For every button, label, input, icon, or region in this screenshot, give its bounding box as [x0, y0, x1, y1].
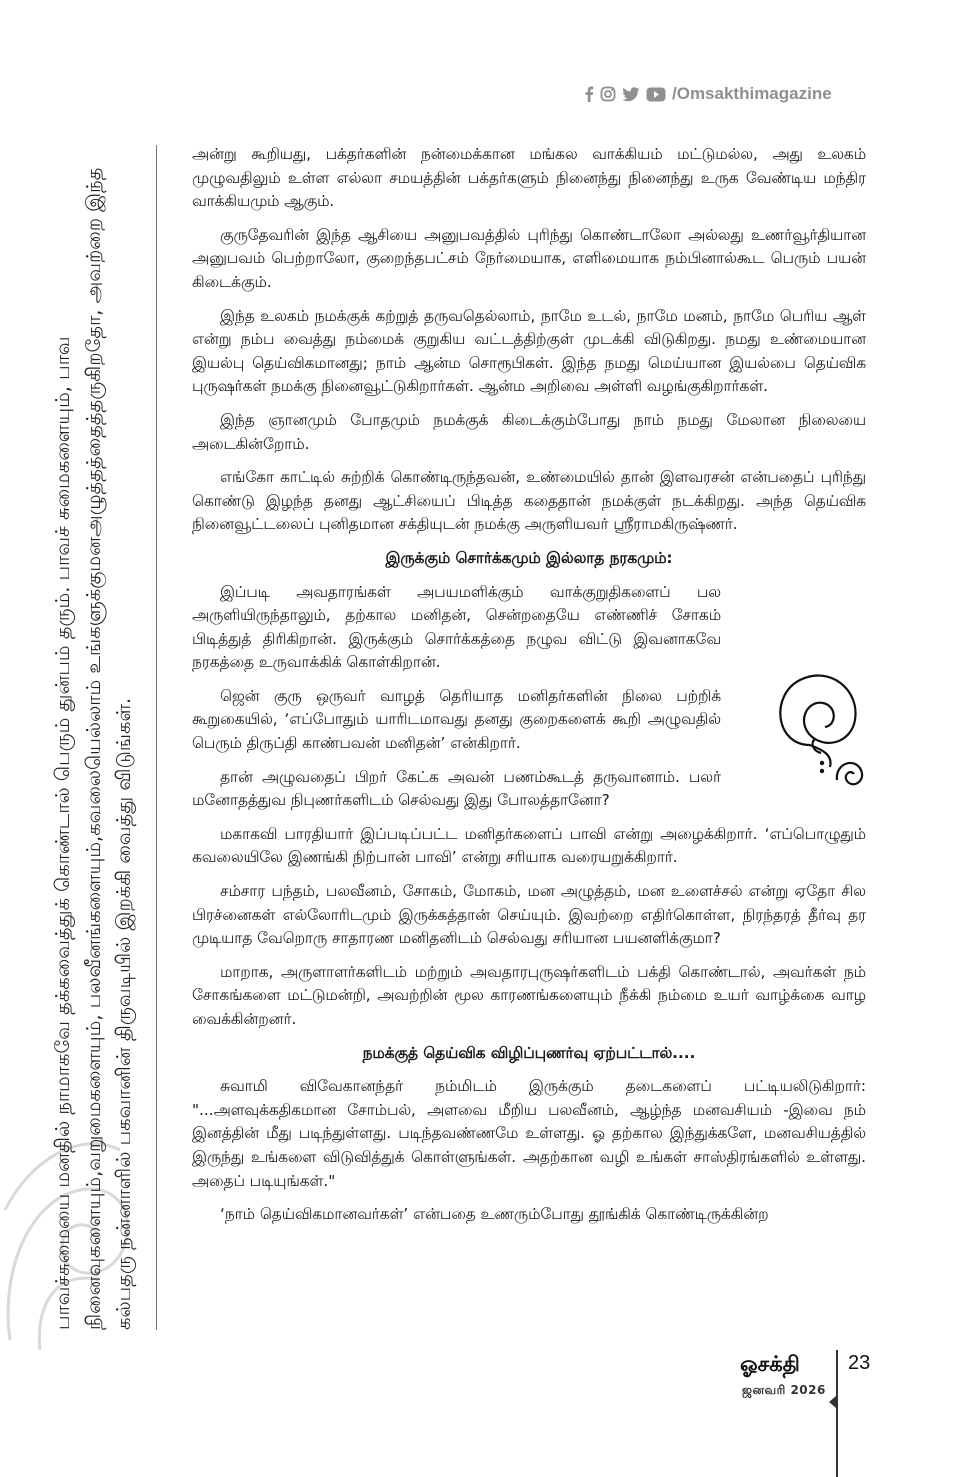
sidebar-divider	[156, 145, 157, 1330]
paragraph: ஜென் குரு ஒருவர் வாழத் தெரியாத மனிதர்களின் நிலை பற்றிக் கூறுகையில், ‘எப்போதும் யாரிடமாவது தனது குறைகளைக் கூறி அழுவதில் பெரும் திருப்தி காண்பவன் மனிதன்’ என்கிறார்.	[192, 686, 721, 753]
om-symbol-icon	[755, 655, 870, 795]
paragraph: ‘நாம் தெய்விகமானவர்கள்’ என்பதை உணரும்போது தூங்கிக் கொண்டிருக்கின்ற	[220, 1205, 769, 1224]
paragraph: சம்சார பந்தம், பலவீனம், சோகம், மோகம், மன அழுத்தம், மன உளைச்சல் என்று ஏதோ சில பிரச்னைகள் எல்லோரிடமும் இருக்கத்தான் செய்யும். இவற்றை எதிர்கொள்ள, நிரந்தரத் தீர்வு தர முடியாத வேறொரு சாதாரண மனிதனிடம் செல்வது சரியான பயனளிக்குமா?	[192, 882, 866, 948]
paragraph: மகாகவி பாரதியார் இப்படிப்பட்ட மனிதர்களைப் பாவி என்று அழைக்கிறார். ‘எப்பொழுதும் கவலையிலே இணங்கி நிற்பான் பாவி’ என்று சரியாக வரையறுக்கிறார்.	[192, 824, 866, 867]
paragraph: அன்று கூறியது, பக்தர்களின் நன்மைக்கான மங்கல வாக்கியம் மட்டுமல்ல, அது உலகம் முழுவதிலும் உள்ள எல்லா சமயத்தின் பக்தர்களும் நினைந்து நினைந்து உருக வேண்டிய மந்திர வாக்கியமும் ஆகும்.	[192, 145, 866, 211]
social-bar	[584, 82, 832, 106]
paragraph: இந்த ஞானமும் போதமும் நமக்குக் கிடைக்கும்போது நாம் நமது மேலான நிலையை அடைகின்றோம்.	[192, 410, 866, 453]
instagram-icon[interactable]	[600, 86, 616, 102]
issue-date: ஜனவரி 2026	[742, 1383, 826, 1397]
footer-pointer	[829, 1396, 836, 1408]
paragraph: மாறாக, அருளாளர்களிடம் மற்றும் அவதாரபுருஷர்களிடம் பக்தி கொண்டால், அவர்கள் நம் சோகங்களை மட்டுமன்றி, அவற்றின் மூல காரணங்களையும் நீக்கி நம்மை உயர் வாழ்க்கை வாழ வைக்கின்றனர்.	[192, 962, 866, 1028]
magazine-brand: ஓசக்தி	[740, 1352, 800, 1376]
paragraph: எங்கோ காட்டில் சுற்றிக் கொண்டிருந்தவன், உண்மையில் தான் இளவரசன் என்பதைப் புரிந்து கொண்டு இழந்த தனது ஆட்சியைப் பிடித்த கதைதான் நமக்குள் நடக்கிறது. அந்த தெய்விக நினைவூட்டலைப் புனிதமான சக்தியுடன் நமக்கு அருளியவர் ஸ்ரீராமகிருஷ்ணர்.	[192, 468, 866, 534]
paragraph: இப்படி அவதாரங்கள் அபயமளிக்கும் வாக்குறுதிகளைப் பல அருளியிருந்தாலும், தற்கால மனிதன், சென்றதையே எண்ணிச் சோகம் பிடித்துத் திரிகிறான். இருக்கும் சொர்க்கத்தை நழுவ விட்டு இவனாகவே நரகத்தை உருவாக்கிக் கொள்கிறான்.	[192, 582, 721, 672]
paragraph: சுவாமி விவேகானந்தர் நம்மிடம் இருக்கும் தடைகளைப் பட்டியலிடுகிறார்: "...அளவுக்கதிகமான சோம்பல், அளவை மீறிய பலவீனம், ஆழ்ந்த மனவசியம் -இவை நம் இனத்தின் மீது படிந்துள்ளது. படிந்தவண்ணமே உள்ளது. ஓ தற்கால இந்துக்களே, மனவசியத்தில் இருந்து உங்களை விடுவித்துக் கொள்ளுங்கள். அதற்கான வழி உங்கள் சாஸ்திரங்களில் உள்ளது. அதைப் படியுங்கள்."	[192, 1077, 866, 1190]
paragraph: தான் அழுவதைப் பிறர் கேட்க அவன் பணம்கூடத் தருவானாம். பலர் மனோதத்துவ நிபுணர்களிடம் செல்வது இது போலத்தானோ?	[192, 767, 721, 810]
paragraph: இந்த உலகம் நமக்குக் கற்றுத் தருவதெல்லாம், நாமே உடல், நாமே மனம், நாமே பெரிய ஆள் என்று நம்ப வைத்து நம்மைக் குறுகிய வட்டத்திற்குள் முடக்கி விடுகிறது. நமது உண்மையான இயல்பு தெய்விகமானது; நாம் ஆன்ம சொரூபிகள். இந்த நமது மெய்யான இயல்பை தெய்விக புருஷர்கள் நமக்கு நினைவூட்டுகிறார்கள். ஆன்ம அறிவை அள்ளி வழங்குகிறார்கள்.	[192, 306, 866, 396]
twitter-icon[interactable]	[622, 87, 640, 102]
section-heading: நமக்குத் தெய்விக விழிப்புணர்வு ஏற்பட்டால்....	[362, 1043, 696, 1062]
paragraph: குருதேவரின் இந்த ஆசியை அனுபவத்தில் புரிந்து கொண்டாலோ அல்லது உணர்வூர்தியான அனுபவம் பெற்றாலோ, குறைந்தபட்சம் நேர்மையாக, எளிமையாக நம்பினால்கூட பெரும் பயன் கிடைக்கும்.	[192, 225, 866, 291]
section-heading: இருக்கும் சொர்க்கமும் இல்லாத நரகமும்:	[385, 548, 673, 567]
footer-divider	[836, 1350, 838, 1477]
facebook-icon[interactable]	[584, 86, 594, 102]
sidebar-quote-panel	[48, 145, 148, 1330]
sidebar-quote: பாவச்சுமையை மனதில் நாமாகவே தக்கவைத்துக் கொண்டால் பெரும் துன்பம் தரும். பாவச் சுமைகளையும், பாவ நினைவுகளையும்,வறுமைகளையும், பலவீனங்களையும்,கவலையெல்லாம் உங்களுக்குமனஅழுத்தத்தைத்தருகிறதோ, அவற்றை இந்த கல்பதரு நன்னாளில் பகவானின் திருவடியில் இறக்கி வைத்து விடுங்கள்.	[51, 167, 135, 1330]
page-number: 23	[848, 1352, 871, 1374]
social-handle[interactable]: /Omsakthimagazine	[672, 84, 832, 103]
youtube-icon[interactable]	[646, 87, 666, 102]
